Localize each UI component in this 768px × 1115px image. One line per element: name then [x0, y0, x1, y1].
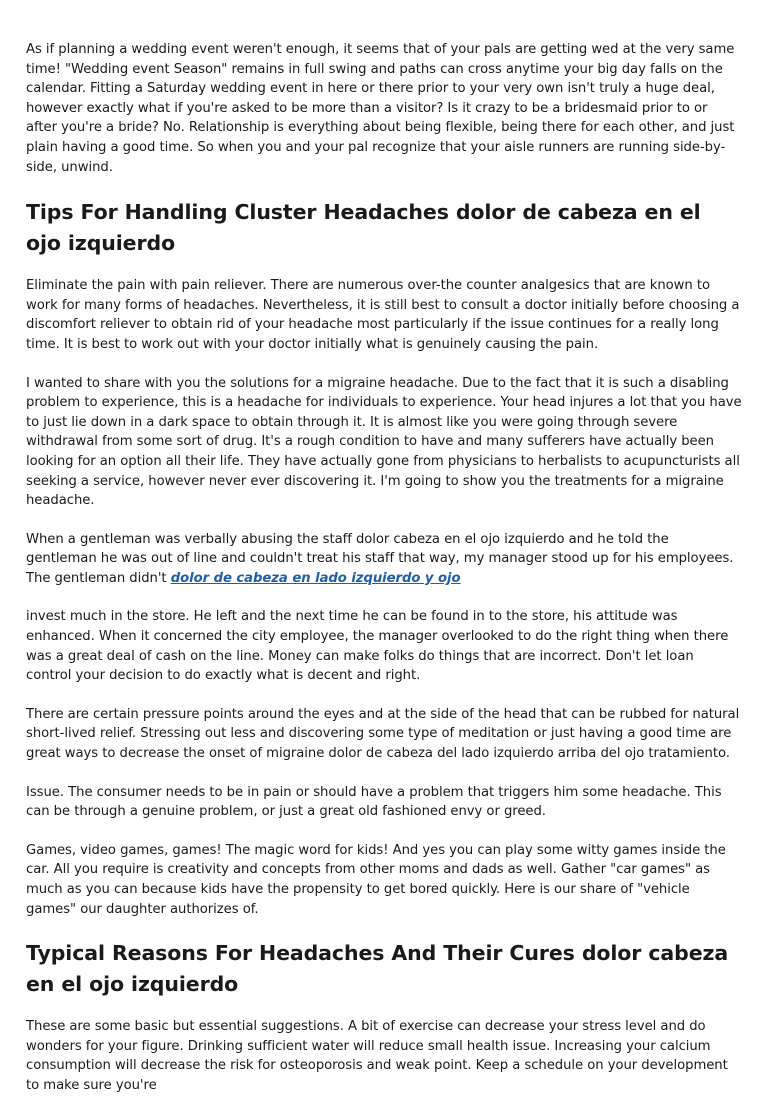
paragraph-migraine-solutions: I wanted to share with you the solutions for a migraine headache. Due to the fact that it is such a disabling problem to experience, this is a headache for individuals to experience. Your head injures a lot that you have to just lie down in a dark space to obtain through it. It is almost like you were going through severe withdrawal from some sort of drug. It's a rough condition to have and many sufferers have actually been looking for an option all their life. They have actually gone from physicians to herbalists to acupuncturists all seeking a service, however never ever discovering it. I'm going to show you the treatments for a migraine headache. [26, 375, 742, 509]
intro-paragraph: As if planning a wedding event weren't enough, it seems that of your pals are getting wed at the very same time! "Wedding event Season" remains in full swing and paths can cross anytime your big day falls on the calendar. Fitting a Saturday wedding event in here or there prior to your very own isn't truly a huge deal, however exactly what if you're asked to be more than a visitor? Is it crazy to be a bridesmaid prior to or after you're a bride? No. Relationship is everything about being flexible, being there for each other, and just plain having a good time. So when you and your pal recognize that your aisle runners are running side-by-side, unwind. [26, 42, 735, 175]
section-heading-typical-reasons: Typical Reasons For Headaches And Their Cures dolor cabeza en el ojo izquierdo [26, 941, 729, 997]
paragraph-gentleman-text: When a gentleman was verbally abusing the staff dolor cabeza en el ojo izquierdo and he told the gentleman he was out of line and couldn't treat his staff that way, my manager stood up for his employees. The gentleman didn't [26, 531, 734, 586]
document-page [26, 40, 742, 1115]
paragraph-issue: Issue. The consumer needs to be in pain or should have a problem that triggers him some headache. This can be through a genuine problem, or just a great old fashioned envy or greed. [26, 784, 722, 820]
paragraph-games: Games, video games, games! The magic word for kids! And yes you can play some witty games inside the car. All you require is creativity and concepts from other moms and dads as well. Gather "car games" as much as you can because kids have the propensity to get bored quickly. Here is our share of "vehicle games" our daughter authorizes of. [26, 842, 726, 917]
paragraph-invest: invest much in the store. He left and the next time he can be found in to the store, his attitude was enhanced. When it concerned the city employee, the manager overlooked to do the right thing when there was a great deal of cash on the line. Money can make folks do things that are incorrect. Don't let loan control your decision to do exactly what is decent and right. [26, 609, 729, 684]
paragraph-pressure-points: There are certain pressure points around the eyes and at the side of the head that can be rubbed for natural short-lived relief. Stressing out less and discovering some type of meditation or just having a good time are great ways to decrease the onset of migraine dolor de cabeza del lado izquierdo arriba del ojo tratamiento. [26, 706, 740, 762]
paragraph-gentleman [26, 530, 742, 589]
section-heading-cluster-headaches: Tips For Handling Cluster Headaches dolor de cabeza en el ojo izquierdo [26, 200, 701, 256]
paragraph-basic-suggestions: These are some basic but essential suggestions. A bit of exercise can decrease your stress level and do wonders for your figure. Drinking sufficient water will reduce small health issue. Increasing your calcium consumption will decrease the risk for osteoporosis and weak point. Keep a schedule on your development to make sure you're [26, 1019, 728, 1093]
inline-link-dolor-de-cabeza[interactable]: dolor de cabeza en lado izquierdo y ojo [170, 570, 461, 586]
paragraph-pain-reliever: Eliminate the pain with pain reliever. There are numerous over-the counter analgesics that are known to work for many forms of headaches. Nevertheless, it is still best to consult a doctor initially before choosing a discomfort reliever to obtain rid of your headache most particularly if the issue continues for a really long time. It is best to work out with your doctor initially what is genuinely causing the pain. [26, 278, 740, 352]
